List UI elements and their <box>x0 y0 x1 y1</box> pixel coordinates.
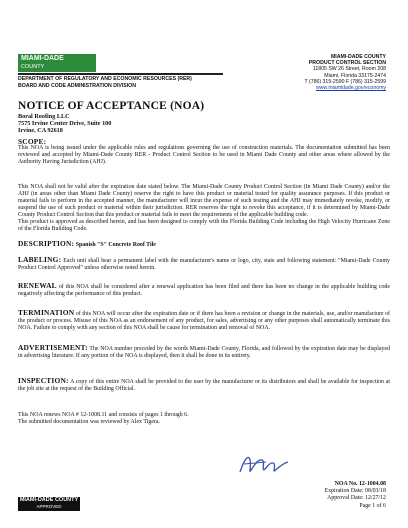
approval-date: Approval Date: 12/27/12 <box>327 495 386 502</box>
advertisement-section <box>18 344 390 360</box>
validity-text: This NOA shall not be valid after the expiration date stated below. The Miami-Dade County Product Control Section (In Miami Dade County) and/or the AHJ (in areas other than Miami Dade County) reserve the right to have this product or material tested for quality assurance purposes. If this product or material fails to perform in the accepted manner, the manufacturer will incur the expense of such testing and the AHJ may immediately revoke, modify, or suspend the use of such product or material within their jurisdiction. RER reserves the right to revoke this acceptance, if it is determined by Miami-Dade County Product Control Section that this product or material fails to meet the requirements of the applicable building code. <box>18 184 390 218</box>
expiration-date: Expiration Date: 08/03/18 <box>324 488 386 495</box>
inspection-heading: INSPECTION: <box>18 376 69 385</box>
recipient-company: Boral Roofing LLC <box>18 113 70 120</box>
dept-line-2: BOARD AND CODE ADMINISTRATION DIVISION <box>18 82 136 89</box>
logo-sub-text: COUNTY <box>21 64 45 70</box>
agency-block <box>304 54 386 91</box>
termination-heading: TERMINATION <box>18 308 75 317</box>
noa-info-block <box>324 481 386 510</box>
advertisement-heading: ADVERTISEMENT: <box>18 343 88 352</box>
validity-section <box>18 184 390 233</box>
agency-name: MIAMI-DADE COUNTY <box>330 54 386 60</box>
department-block <box>18 76 192 89</box>
description-section <box>18 240 390 249</box>
termination-text: of this NOA will occur after the expiration date or if there has been a revision or change in the materials, use, and/or manufacture of the product or process. Misuse of this NOA as an endorsement of any product, for sales, advertising or any other purposes shall automatically terminate this NOA. Failure to comply with any section of this NOA shall be cause for termination and removal of NOA. <box>18 311 390 331</box>
labeling-heading: LABELING: <box>18 255 62 264</box>
renewal-section <box>18 282 390 298</box>
inspection-text: A copy of this entire NOA shall be provided to the user by the manufacturer or its distributors and shall be available for inspection at the job site at the request of the Building Official. <box>18 379 390 392</box>
scope-section <box>18 138 390 166</box>
hvhz-text: This product is approved as described herein, and has been designed to comply with the Florida Building Code including the High Velocity Hurricane Zone of the Florida Building Code. <box>18 219 390 232</box>
agency-phone: T (786) 315-2590 F (786) 315-2599 <box>304 78 386 85</box>
stamp-main-text: MIAMI-DADE COUNTY <box>19 497 79 503</box>
recipient-city: Irvine, CA 92618 <box>18 127 63 135</box>
advertisement-text: The NOA number preceded by the words Miami-Dade County, Florida, and followed by the expiration date may be displayed in advertising literature. If any portion of the NOA is displayed, then it shall be done in its entirety. <box>18 346 390 359</box>
noa-number: NOA No. 12-1004.08 <box>334 481 386 487</box>
recipient-address <box>18 113 111 135</box>
renews-text: This NOA renews NOA # 12-1008.11 and consists of pages 1 through 6. <box>18 412 189 418</box>
labeling-section <box>18 256 390 272</box>
description-text: Spanish "S" Concrete Roof Tile <box>75 242 156 248</box>
agency-website-link[interactable]: www.miamidade.gov/economy <box>315 85 386 92</box>
miami-dade-logo <box>18 54 96 72</box>
reviewer-text: The submitted documentation was reviewed by Alex Tigera. <box>18 419 161 425</box>
document-title: NOTICE OF ACCEPTANCE (NOA) <box>18 100 205 112</box>
scope-text: This NOA is being issued under the applicable rules and regulations governing the use of construction materials. The documentation submitted has been reviewed and accepted by Miami-Dade County RER - Product Control Section to be used in Miami Dade County and other areas where allowed by the Authority Having Jurisdiction (AHJ). <box>18 145 390 165</box>
agency-section: PRODUCT CONTROL SECTION <box>308 60 386 67</box>
inspection-section <box>18 377 390 393</box>
renewal-heading: RENEWAL <box>18 281 57 290</box>
dept-line-1: DEPARTMENT OF REGULATORY AND ECONOMIC RESOURCES (RER) <box>18 76 192 82</box>
page-number: Page 1 of 6 <box>359 502 386 509</box>
closing-section <box>18 412 390 426</box>
agency-address: 11805 SW 26 Street, Room 208 <box>312 66 386 73</box>
stamp-sub-text: APPROVED <box>36 504 62 509</box>
header-divider <box>18 73 223 75</box>
logo-main-text: MIAMI-DADE <box>21 55 64 62</box>
signature-image <box>236 448 294 485</box>
renewal-text: of this NOA shall be considered after a renewal application has been filed and there has been no change in the applicable building code negatively affecting the performance of this product. <box>18 284 390 297</box>
scope-heading: SCOPE: <box>18 137 47 146</box>
recipient-street: 7575 Irvine Center Drive, Suite 100 <box>18 120 112 128</box>
labeling-text: Each unit shall bear a permanent label with the manufacturer's name or logo, city, state and following statement: "Miami-Dade County Product Control Approved" unless otherwise noted herein. <box>18 258 390 271</box>
description-heading: DESCRIPTION: <box>18 239 75 248</box>
termination-section <box>18 309 390 332</box>
agency-city: Miami, Florida 33175-2474 <box>324 72 386 79</box>
approved-stamp <box>18 497 80 511</box>
